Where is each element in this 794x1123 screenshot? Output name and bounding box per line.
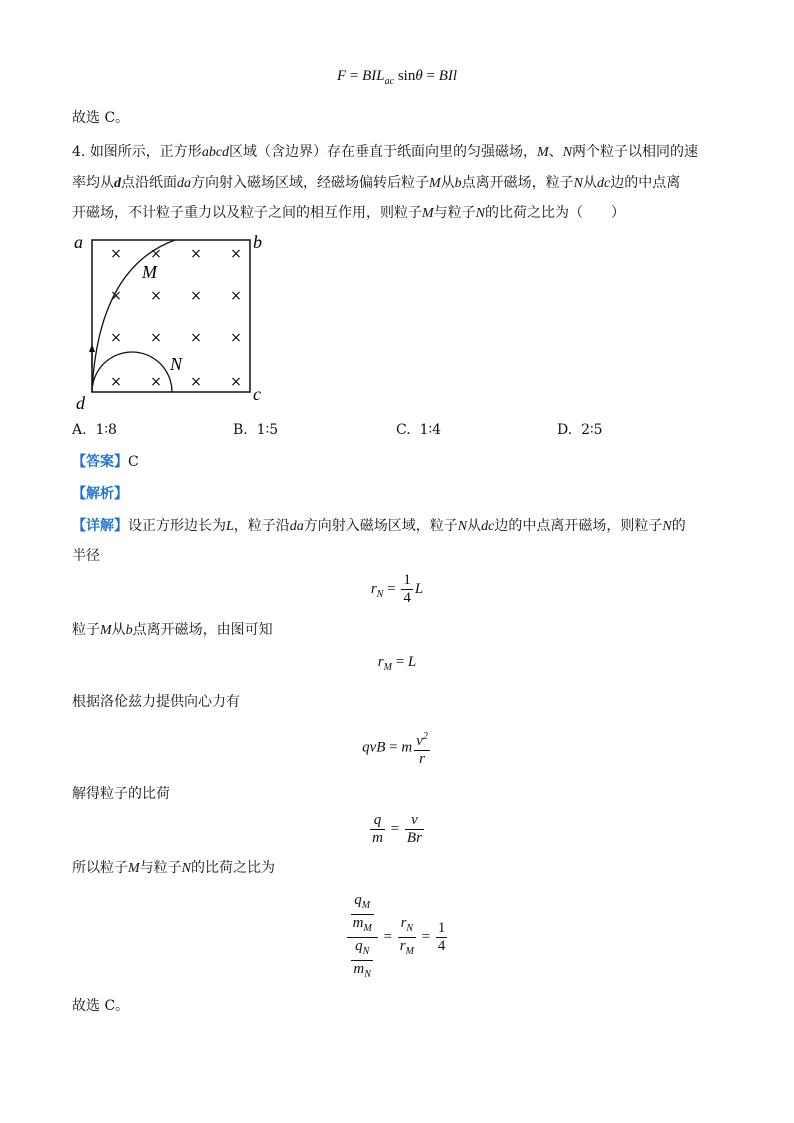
text-final bbox=[72, 858, 275, 879]
field-cross-icon: × bbox=[190, 288, 202, 304]
q-sep: 、 bbox=[548, 144, 563, 160]
eq-sub: M bbox=[383, 662, 392, 673]
q-dc: dc bbox=[597, 176, 611, 191]
answer-value: C bbox=[128, 454, 139, 470]
eq-sub: M bbox=[363, 923, 372, 934]
trajectory-M bbox=[92, 240, 175, 392]
fraction-den: 4 bbox=[403, 590, 411, 606]
option-a[interactable] bbox=[72, 422, 117, 438]
corner-d: d bbox=[76, 393, 85, 413]
q-text: 点离开磁场，粒子 bbox=[461, 175, 574, 191]
compound-fraction bbox=[347, 892, 378, 983]
field-cross-icon: × bbox=[150, 288, 162, 304]
m-text: 点离开磁场，由图可知 bbox=[132, 622, 273, 638]
corner-c: c bbox=[253, 384, 261, 404]
q-text: 开磁场，不计粒子重力以及粒子之间的相互作用，则粒子 bbox=[72, 205, 422, 221]
option-letter: A. bbox=[72, 422, 87, 438]
eq-sup: 2 bbox=[422, 731, 428, 742]
m-b: b bbox=[125, 623, 133, 638]
eq-r: r bbox=[370, 580, 377, 597]
eq-r: r bbox=[377, 654, 384, 670]
analysis-tag bbox=[72, 484, 128, 504]
eq-q: q bbox=[355, 938, 363, 954]
option-c[interactable] bbox=[396, 422, 441, 438]
formula-F: F bbox=[336, 68, 347, 84]
fraction-den: m bbox=[372, 830, 383, 846]
analysis-tag-text: 【解析】 bbox=[72, 486, 128, 502]
eq-equals: = bbox=[383, 928, 392, 945]
magnetic-field-figure bbox=[70, 228, 270, 413]
fraction-num bbox=[398, 915, 416, 938]
detail-line-1 bbox=[72, 516, 686, 537]
eq-equals: = bbox=[395, 654, 405, 670]
d-text: 边的中点离开磁场，则粒子 bbox=[494, 518, 663, 534]
eq-equals: = bbox=[421, 928, 431, 945]
fraction-num bbox=[414, 728, 430, 751]
formula-sin: sin bbox=[397, 68, 416, 84]
conclusion: 故选 C。 bbox=[72, 998, 130, 1014]
fraction-num: 1 bbox=[403, 572, 411, 588]
q-N: N bbox=[573, 176, 584, 191]
option-value: 1∶8 bbox=[95, 422, 117, 438]
d-text: 设正方形边长为 bbox=[128, 518, 226, 534]
top-formula bbox=[0, 68, 794, 87]
eq-v: v bbox=[416, 733, 423, 749]
option-value: 2∶5 bbox=[581, 422, 603, 438]
q-text: 如图所示，正方形 bbox=[89, 144, 202, 160]
fraction-num bbox=[351, 892, 374, 915]
field-cross-icon: × bbox=[230, 246, 242, 262]
option-letter: D. bbox=[557, 422, 573, 438]
question-line-2 bbox=[72, 173, 680, 194]
eq-sub: M bbox=[405, 946, 414, 957]
prev-answer: 故选 C。 bbox=[72, 110, 130, 126]
option-value: 1∶4 bbox=[419, 422, 442, 438]
field-cross-icon: × bbox=[150, 374, 162, 390]
q-text: 边的中点离 bbox=[610, 175, 681, 191]
label-N: N bbox=[170, 354, 183, 374]
question-line-1 bbox=[72, 142, 698, 163]
detail-tag: 【详解】 bbox=[72, 518, 128, 534]
field-cross-icon: × bbox=[150, 246, 162, 262]
option-letter: C. bbox=[396, 422, 411, 438]
d-L: L bbox=[226, 519, 234, 534]
q-N: N bbox=[475, 206, 486, 221]
eq-r: r bbox=[400, 915, 407, 931]
eq-sub: M bbox=[361, 900, 371, 911]
fraction-num: v bbox=[405, 812, 424, 830]
text-ratio: 解得粒子的比荷 bbox=[72, 786, 170, 802]
q-b: b bbox=[454, 176, 462, 191]
eq-sub: N bbox=[406, 923, 414, 934]
formula-sub-ac: ac bbox=[384, 76, 395, 87]
eq-m: m bbox=[401, 739, 413, 756]
equation-ratio bbox=[0, 812, 794, 847]
fraction-den bbox=[398, 938, 416, 960]
field-cross-icon: × bbox=[190, 246, 202, 262]
corner-a: a bbox=[74, 232, 83, 252]
q-text: 方向射入磁场区域，经磁场偏转后粒子 bbox=[191, 175, 429, 191]
question-line-3 bbox=[72, 203, 625, 224]
f-text: 所以粒子 bbox=[72, 860, 128, 876]
q-d: d bbox=[114, 176, 121, 191]
eq-sub: N bbox=[364, 969, 371, 980]
eq-m: m bbox=[352, 915, 364, 931]
q-M: M bbox=[537, 145, 549, 160]
field-cross-icon: × bbox=[110, 330, 122, 346]
eq-sub: N bbox=[376, 588, 384, 600]
option-letter: B. bbox=[233, 422, 248, 438]
option-d[interactable] bbox=[557, 422, 603, 438]
formula-BIl: BIl bbox=[438, 68, 458, 84]
d-N: N bbox=[457, 519, 468, 534]
q-text: 的比荷之比为（ ） bbox=[485, 205, 626, 221]
eq-r: r bbox=[399, 938, 406, 954]
field-cross-icon: × bbox=[110, 246, 122, 262]
equation-final bbox=[0, 892, 794, 983]
answer-tag: 【答案】 bbox=[72, 454, 128, 470]
arrow-head-icon bbox=[89, 344, 95, 352]
option-value: 1∶5 bbox=[256, 422, 279, 438]
fraction bbox=[351, 892, 374, 937]
q-abcd: abcd bbox=[201, 145, 230, 160]
m-M: M bbox=[100, 623, 112, 638]
equation-rM bbox=[0, 654, 794, 673]
eq-equals: = bbox=[387, 580, 396, 597]
text-M bbox=[72, 620, 273, 641]
f-text: 与粒子 bbox=[139, 860, 182, 876]
label-M: M bbox=[142, 262, 157, 282]
q-text: 从 bbox=[583, 175, 598, 191]
field-cross-icon: × bbox=[110, 288, 122, 304]
equation-rN bbox=[0, 572, 794, 607]
formula-eq2: = bbox=[426, 68, 435, 84]
f-text: 的比荷之比为 bbox=[191, 860, 276, 876]
fraction-den bbox=[351, 915, 374, 937]
eq-L: L bbox=[414, 580, 424, 597]
q-M: M bbox=[429, 176, 441, 191]
eq-sub: N bbox=[362, 946, 370, 957]
field-cross-icon: × bbox=[230, 374, 242, 390]
d-text: 的 bbox=[671, 518, 686, 534]
formula-BIL: BIL bbox=[362, 68, 385, 84]
field-cross-icon: × bbox=[150, 330, 162, 346]
fraction bbox=[436, 920, 448, 955]
text-lorentz: 根据洛伦兹力提供向心力有 bbox=[72, 694, 240, 710]
fraction bbox=[405, 812, 424, 847]
d-N: N bbox=[662, 519, 672, 534]
formula-eq: = bbox=[349, 68, 359, 84]
field-cross-icon: × bbox=[190, 330, 202, 346]
d-text: 从 bbox=[467, 518, 482, 534]
d-da: da bbox=[289, 519, 304, 534]
equation-force bbox=[0, 728, 794, 768]
fraction-num: q bbox=[370, 812, 385, 830]
q-text: 点沿纸面 bbox=[121, 175, 177, 191]
fraction-den: Br bbox=[406, 830, 422, 846]
compound-num bbox=[347, 892, 378, 938]
fraction-num: 1 bbox=[437, 920, 446, 936]
m-text: 从 bbox=[111, 622, 126, 638]
corner-b: b bbox=[253, 232, 262, 252]
q-N: N bbox=[562, 145, 573, 160]
question-number: 4. bbox=[72, 144, 86, 160]
q-M: M bbox=[422, 206, 434, 221]
fraction-num bbox=[351, 938, 373, 961]
eq-m: m bbox=[353, 961, 365, 977]
f-M: M bbox=[128, 861, 140, 876]
option-b[interactable] bbox=[233, 422, 278, 438]
eq-q: q bbox=[354, 892, 362, 908]
eq-equals: = bbox=[390, 820, 400, 837]
fraction bbox=[370, 812, 385, 847]
fraction bbox=[398, 915, 416, 960]
q-text: 从 bbox=[440, 175, 455, 191]
q-text: 两个粒子以相同的速 bbox=[572, 144, 699, 160]
q-text: 与粒子 bbox=[433, 205, 476, 221]
fraction-den bbox=[351, 961, 373, 983]
field-cross-icon: × bbox=[190, 374, 202, 390]
m-text: 粒子 bbox=[72, 622, 100, 638]
answer-line bbox=[72, 452, 139, 472]
fraction bbox=[351, 938, 373, 983]
q-text: 区域（含边界）存在垂直于纸面向里的匀强磁场， bbox=[229, 144, 538, 160]
detail-line-2: 半径 bbox=[72, 548, 100, 564]
field-cross-icon: × bbox=[110, 374, 122, 390]
eq-L: L bbox=[407, 654, 417, 670]
field-cross-icon: × bbox=[230, 330, 242, 346]
field-cross-icon: × bbox=[230, 288, 242, 304]
fraction bbox=[414, 728, 430, 768]
d-dc: dc bbox=[481, 519, 495, 534]
eq-equals: = bbox=[389, 739, 398, 756]
eq-qvB: qvB bbox=[362, 739, 386, 756]
q-text: 率均从 bbox=[72, 175, 114, 191]
fraction bbox=[401, 572, 413, 607]
f-N: N bbox=[181, 861, 192, 876]
formula-theta: θ bbox=[415, 68, 423, 84]
d-text: 方向射入磁场区域，粒子 bbox=[303, 518, 458, 534]
fraction-den: 4 bbox=[437, 938, 446, 954]
compound-den bbox=[347, 938, 378, 983]
fraction-den: r bbox=[419, 751, 425, 767]
q-da: da bbox=[177, 176, 191, 191]
d-text: ，粒子沿 bbox=[233, 518, 290, 534]
